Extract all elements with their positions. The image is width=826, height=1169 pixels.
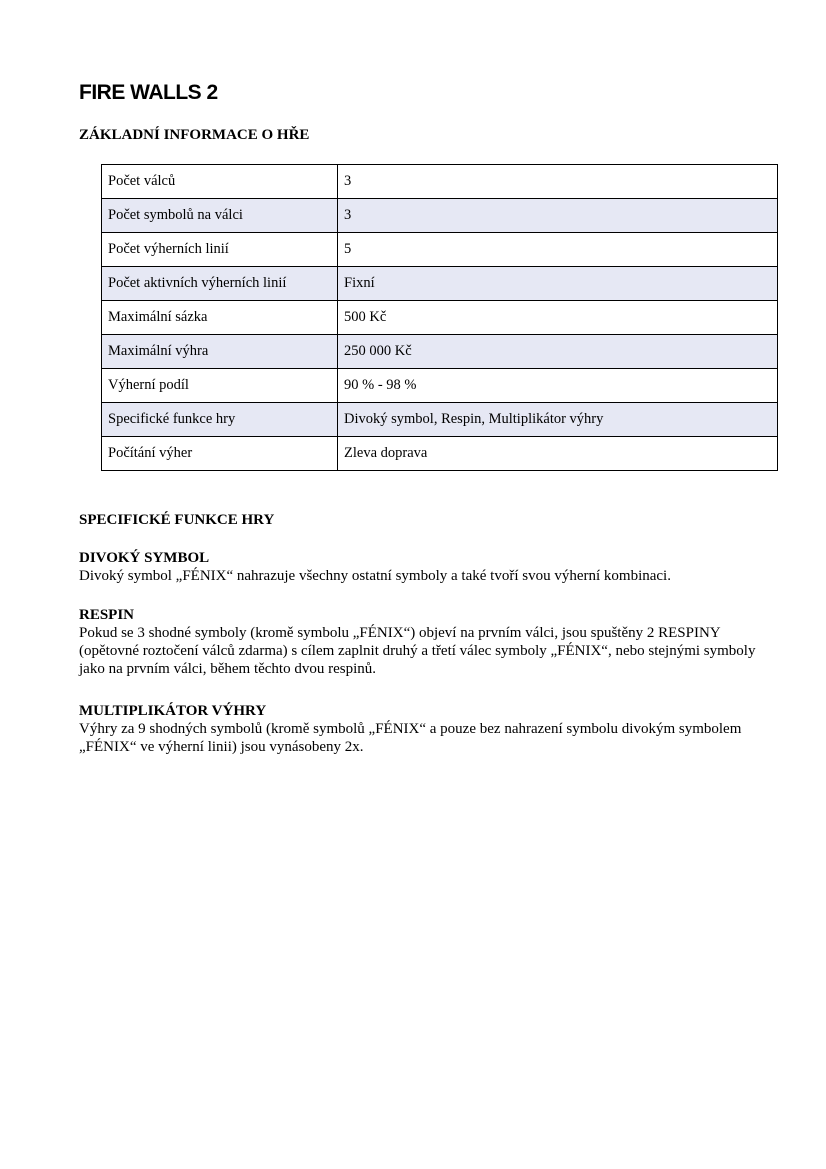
table-row: [102, 369, 778, 403]
row-value: 250 000 Kč: [338, 335, 778, 369]
multiplier-heading: MULTIPLIKÁTOR VÝHRY: [79, 703, 267, 719]
row-value: 90 % - 98 %: [338, 369, 778, 403]
multiplier-section: [79, 702, 779, 756]
wild-heading: DIVOKÝ SYMBOL: [79, 550, 210, 566]
features-heading: SPECIFICKÉ FUNKCE HRY: [79, 512, 275, 528]
table-row: [102, 199, 778, 233]
table-row: [102, 267, 778, 301]
row-label: Maximální výhra: [102, 335, 338, 369]
respin-section: [79, 606, 779, 678]
row-value: 500 Kč: [338, 301, 778, 335]
row-label: Specifické funkce hry: [102, 403, 338, 437]
row-value: 3: [338, 199, 778, 233]
table-row: [102, 233, 778, 267]
wild-section: [79, 549, 779, 585]
multiplier-text: Výhry za 9 shodných symbolů (kromě symbolů „FÉNIX“ a pouze bez nahrazení symbolu divokým symbolem „FÉNIX“ ve výherní linii) jsou vynásobeny 2x.: [79, 721, 742, 755]
row-value: Fixní: [338, 267, 778, 301]
basic-info-table: [101, 164, 778, 471]
table-row: [102, 403, 778, 437]
wild-text: Divoký symbol „FÉNIX“ nahrazuje všechny ostatní symboly a také tvoří svou výherní kombinaci.: [79, 568, 671, 584]
row-label: Počítání výher: [102, 437, 338, 471]
row-label: Počet symbolů na válci: [102, 199, 338, 233]
table-row: [102, 301, 778, 335]
row-label: Počet aktivních výherních linií: [102, 267, 338, 301]
row-label: Počet válců: [102, 165, 338, 199]
row-value: Divoký symbol, Respin, Multiplikátor výhry: [338, 403, 778, 437]
row-label: Počet výherních linií: [102, 233, 338, 267]
table-row: [102, 437, 778, 471]
respin-heading: RESPIN: [79, 607, 135, 623]
features-section: [79, 511, 779, 529]
row-label: Maximální sázka: [102, 301, 338, 335]
row-value: 5: [338, 233, 778, 267]
basic-info-heading: ZÁKLADNÍ INFORMACE O HŘE: [79, 127, 310, 143]
table-row: [102, 165, 778, 199]
row-value: 3: [338, 165, 778, 199]
respin-text: Pokud se 3 shodné symboly (kromě symbolu „FÉNIX“) objeví na prvním válci, jsou spuštěny 2 RESPINY (opětovné roztočení válců zdarma) s cílem zaplnit druhý a třetí válec symboly „FÉNIX“, nebo stejnými symboly jako na prvním válci, během těchto dvou respinů.: [79, 625, 756, 677]
row-value: Zleva doprava: [338, 437, 778, 471]
row-label: Výherní podíl: [102, 369, 338, 403]
document-title: FIRE WALLS 2: [79, 81, 218, 104]
table-row: [102, 335, 778, 369]
